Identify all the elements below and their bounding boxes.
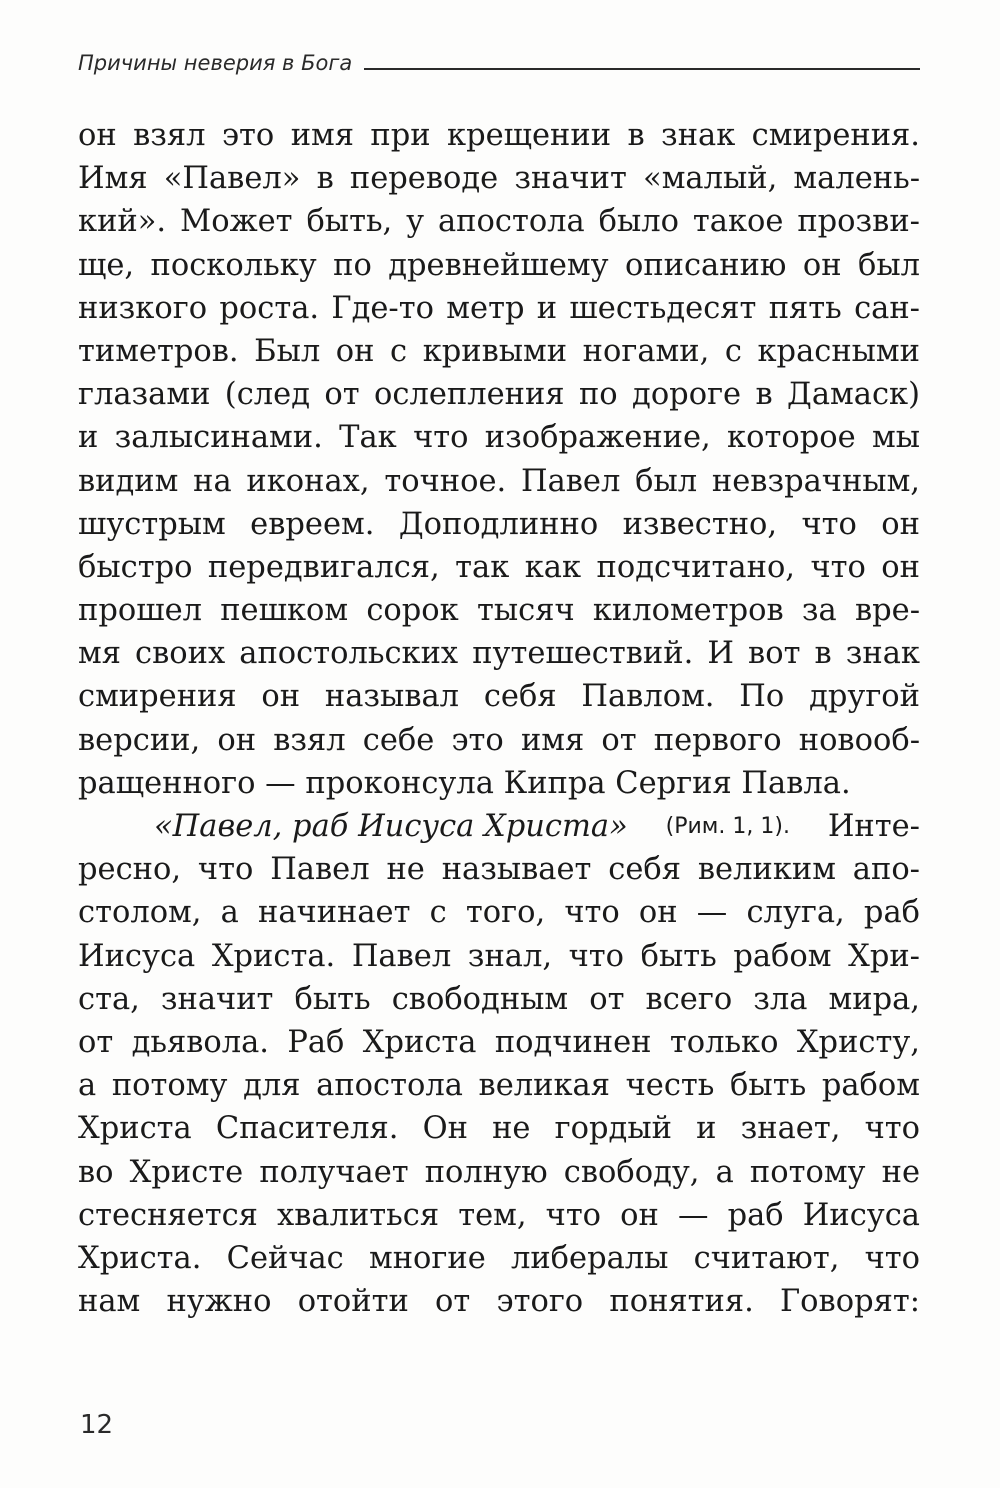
text-line: ращенного — проконсула Кипра Сергия Павла. [78,765,851,801]
text-line: Имя «Павел» в переводе значит «малый, малень- [78,161,920,197]
running-header [78,50,920,80]
text-line: Христа Спасителя. Он не гордый и знает, что [78,1111,920,1147]
running-title: Причины неверия в Бога [78,51,353,75]
text-line: во Христе получает полную свободу, а потому не [78,1154,920,1190]
text-line: ще, поскольку по древнейшему описанию он был [78,247,920,283]
page-number: 12 [80,1410,114,1440]
scripture-quote: «Павел, раб Иисуса Христа» [154,809,628,844]
text-line: версии, он взял себе это имя от первого новооб- [78,722,920,758]
text-line: он взял это имя при крещении в знак смирения. [78,118,920,153]
text-line: стесняется хвалиться тем, что он — раб Иисуса [78,1197,920,1233]
text-line: быстро передвигался, так как подсчитано, что он [78,549,920,585]
header-rule [364,68,920,70]
body-text [78,114,920,1323]
text-line: тиметров. Был он с кривыми ногами, с красными [78,333,920,369]
text-line: от дьявола. Раб Христа подчинен только Христу, [78,1024,920,1060]
text-line: и залысинами. Так что изображение, которое мы [78,420,920,456]
scripture-reference: (Рим. 1, 1). [665,814,790,839]
quote-line [78,805,920,848]
text-line: Иисуса Христа. Павел знал, что быть рабом Хри- [78,938,920,974]
text-line: а потому для апостола великая честь быть рабом [78,1068,920,1104]
text-fragment: Инте- [827,809,920,844]
text-line: низкого роста. Где-то метр и шестьдесят пять сан- [78,290,920,326]
text-line: смирения он называл себя Павлом. По другой [78,679,920,715]
text-line: столом, а начинает с того, что он — слуга, раб [78,895,920,931]
text-line: видим на иконах, точное. Павел был невзрачным, [78,463,920,499]
text-line: ресно, что Павел не называет себя великим апо- [78,852,920,888]
text-line: кий». Может быть, у апостола было такое прозви- [78,204,920,240]
text-line: глазами (след от ослепления по дороге в Дамаск) [78,377,920,413]
text-line: мя своих апостольских путешествий. И вот в знак [78,636,920,672]
text-line: ста, значит быть свободным от всего зла мира, [78,981,920,1017]
text-line: Христа. Сейчас многие либералы считают, что [78,1240,920,1276]
text-line: нам нужно отойти от этого понятия. Говорят: [78,1284,920,1320]
text-line: прошел пешком сорок тысяч километров за вре- [78,593,920,629]
text-line: шустрым евреем. Доподлинно известно, что он [78,506,920,542]
